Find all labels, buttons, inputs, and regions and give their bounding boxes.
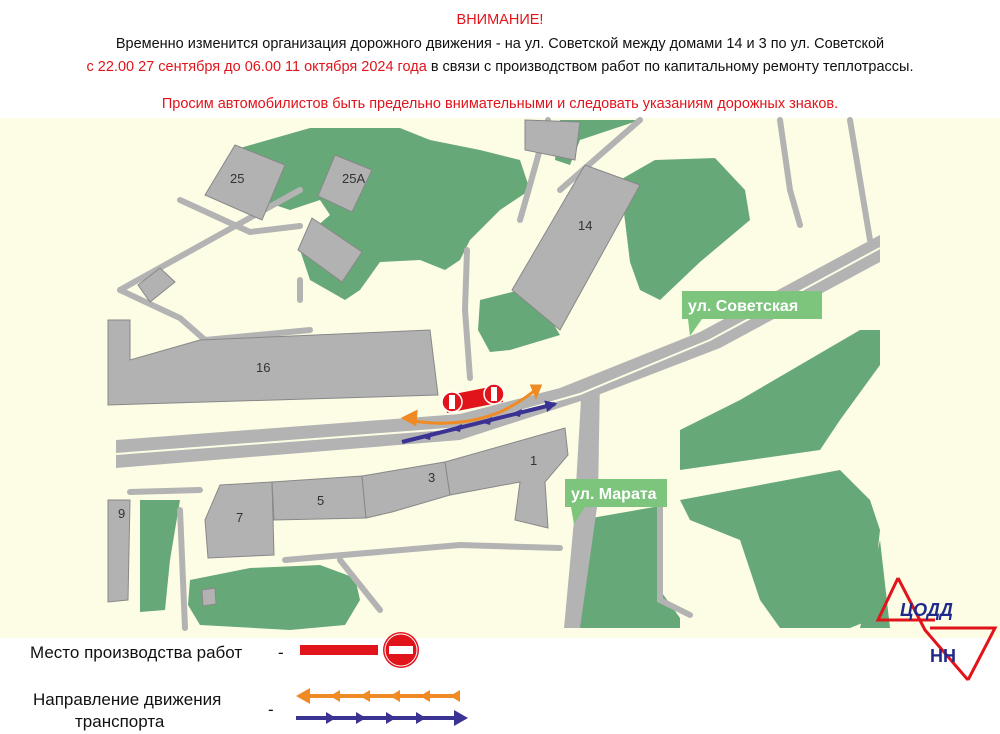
logo-top-text: ЦОДД	[900, 600, 953, 620]
no-entry-sign-icon	[442, 392, 462, 412]
notice-line-1: Временно изменится организация дорожного движения - на ул. Советской между домами 14 и 3 по ул. Советской	[115, 36, 885, 52]
svg-text:ул. Марата: ул. Марата	[571, 486, 657, 503]
house-number-9: 9	[118, 506, 126, 521]
legend-direction-label-2: транспорта	[75, 712, 165, 731]
house-number-25a: 25А	[342, 171, 366, 186]
no-entry-sign-icon	[484, 384, 504, 404]
notice-header	[0, 0, 1000, 120]
house-number-3: 3	[428, 470, 436, 485]
house-number-5: 5	[317, 493, 325, 508]
house-number-16: 16	[256, 360, 271, 375]
legend-worksite-label: Место производства работ	[30, 643, 243, 662]
svg-text:ул. Советская: ул. Советская	[688, 298, 799, 315]
legend-worksite-dash: -	[278, 643, 284, 662]
legend-orange-arrow-icon	[296, 688, 460, 704]
notice-dates: с 22.00 27 сентября до 06.00 11 октября 2024 года	[86, 59, 427, 75]
notice-reason: в связи с производством работ по капитальному ремонту теплотрассы.	[426, 59, 914, 75]
legend-direction-dash: -	[268, 700, 274, 719]
legend-no-entry-icon	[383, 632, 419, 668]
notice-appeal: Просим автомобилистов быть предельно внимательными и следовать указаниям дорожных знаков.	[161, 96, 839, 112]
house-number-1: 1	[530, 453, 538, 468]
legend-worksite-bar-icon	[300, 645, 378, 655]
legend-direction-label-1: Направление движения	[33, 690, 222, 709]
legend-purple-arrow-icon	[296, 710, 468, 726]
notice-heading: ВНИМАНИЕ!	[456, 12, 544, 28]
house-number-14: 14	[578, 218, 593, 233]
logo-bottom-text: НН	[930, 646, 956, 666]
notice-line-2	[0, 59, 1000, 75]
house-number-25: 25	[230, 171, 245, 186]
house-number-7: 7	[236, 510, 244, 525]
